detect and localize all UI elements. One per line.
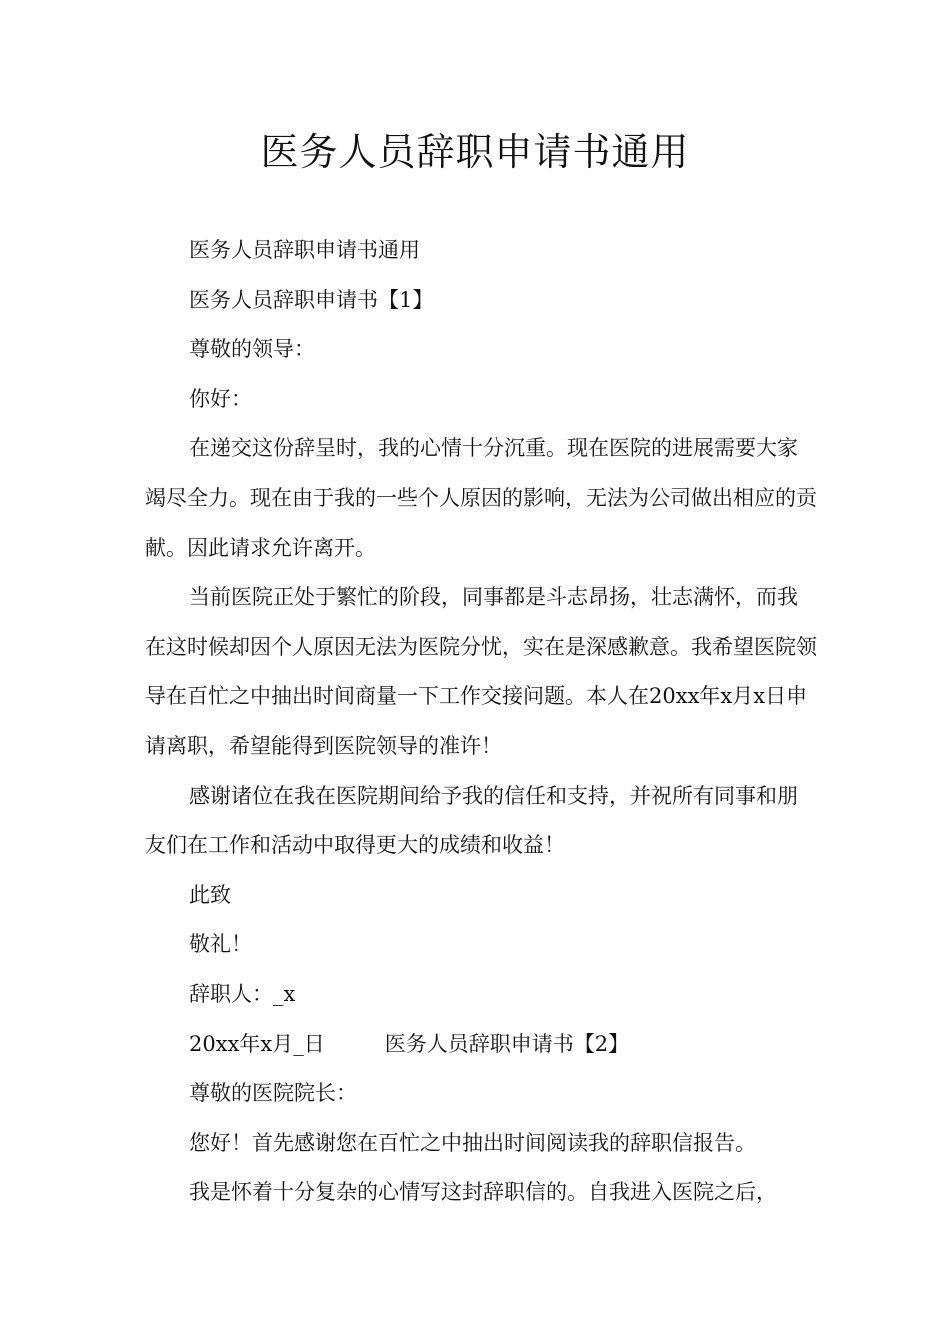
closing-salute: 敬礼！: [189, 932, 252, 957]
body-paragraph-2: 我是怀着十分复杂的心情写这封辞职信的。自我进入医院之后，: [189, 1180, 777, 1205]
document-body: [145, 226, 817, 1218]
salutation: 尊敬的领导：: [189, 337, 315, 362]
date-and-section2-line: [145, 1020, 817, 1070]
body-paragraph-2: 您好！首先感谢您在百忙之中抽出时间阅读我的辞职信报告。: [189, 1130, 756, 1155]
greeting: 你好：: [189, 386, 252, 411]
salutation-2: 尊敬的医院院长：: [189, 1081, 357, 1106]
signature-line: 辞职人：_x: [189, 981, 296, 1006]
document-title: 医务人员辞职申请书通用: [260, 130, 690, 174]
paragraph-heading: 医务人员辞职申请书通用: [189, 238, 420, 262]
body-paragraph: 当前医院正处于繁忙的阶段，同事都是斗志昂扬，壮志满怀，而我在这时候却因个人原因无法为医院分忧，实在是深感歉意。我希望医院领导在百忙之中抽出时间商量一下工作交接问题。本人在20xx年x月x日申请离职，希望能得到医院领导的准许！: [145, 585, 817, 758]
body-paragraph: 在递交这份辞呈时，我的心情十分沉重。现在医院的进展需要大家竭尽全力。现在由于我的一些个人原因的影响，无法为公司做出相应的贡献。因此请求允许离开。: [145, 436, 817, 560]
body-paragraph: 感谢诸位在我在医院期间给予我的信任和支持，并祝所有同事和朋友们在工作和活动中取得更大的成绩和收益！: [145, 783, 798, 858]
closing-line: 此致: [189, 882, 231, 907]
section2-heading: 医务人员辞职申请书【2】: [384, 1031, 630, 1056]
section1-heading: 医务人员辞职申请书【1】: [189, 287, 434, 312]
date-line: 20xx年x月_日: [189, 1031, 325, 1056]
